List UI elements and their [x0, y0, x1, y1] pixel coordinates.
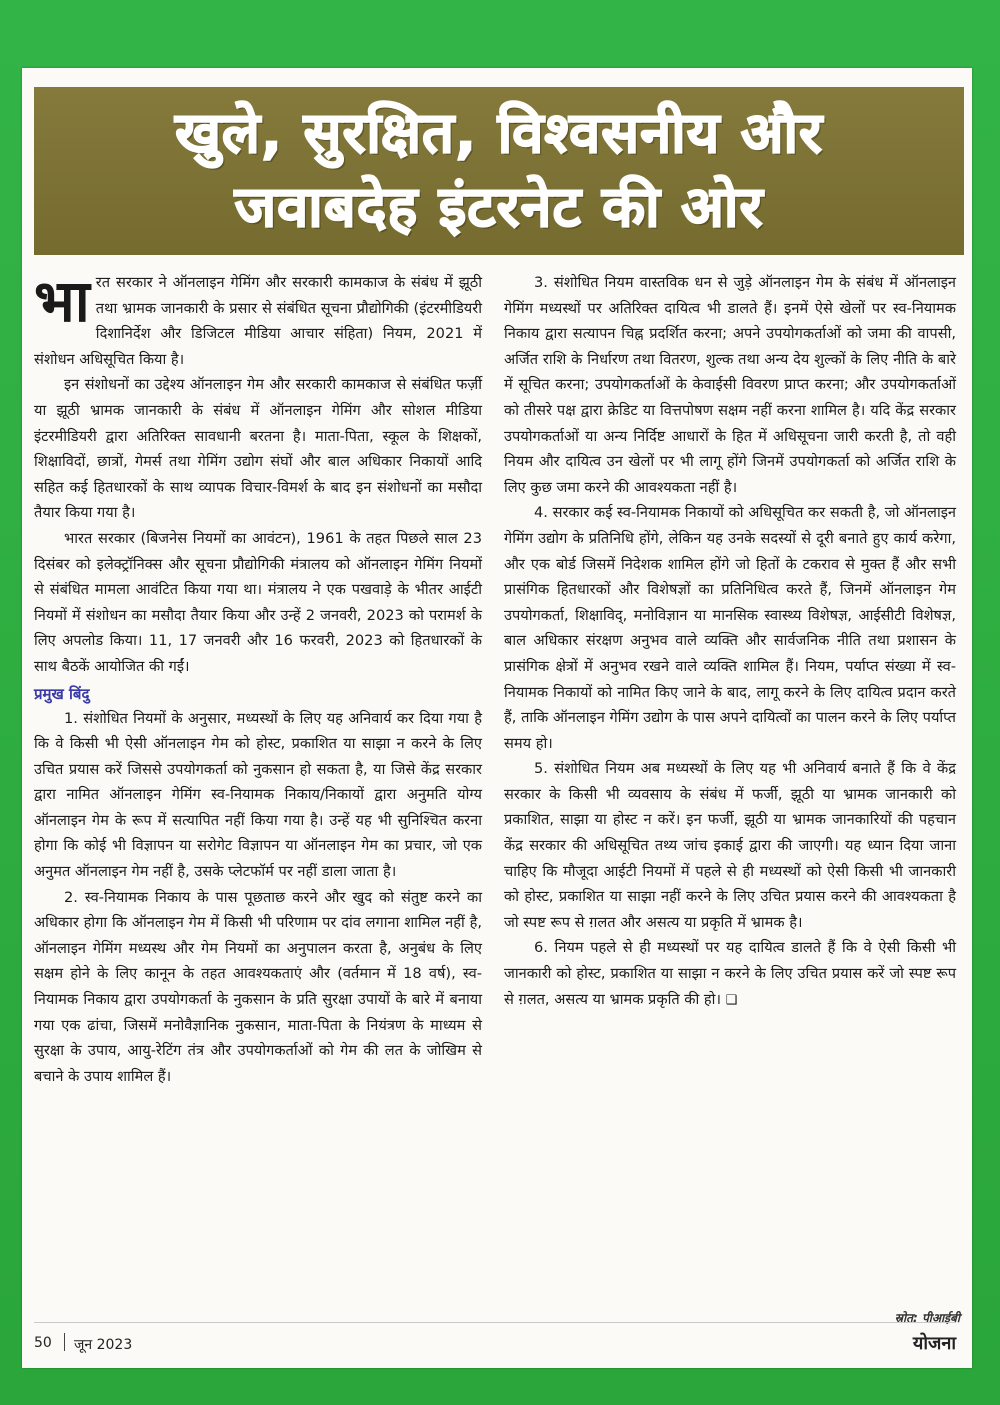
title-banner	[34, 87, 964, 255]
point-2: 2. स्व-नियामक निकाय के पास पूछताछ करने और खुद को संतुष्ट करने का अधिकार होगा कि ऑनलाइन गेम में किसी भी परिणाम पर दांव लगाना शामिल नहीं है, ऑनलाइन गेमिंग मध्यस्थ और गेम नियमों का अनुपालन करता है, अनुबंध के लिए सक्षम होने के लिए कानून के तहत आवश्यकताएं और (वर्तमान में 18 वर्ष), स्व-नियामक निकाय द्वारा उपयोगकर्ता के नुकसान के प्रति सुरक्षा उपायों के बारे में बनाया गया एक ढांचा, जिसमें मनोवैज्ञानिक नुकसान, माता-पिता के नियंत्रण के माध्यम से सुरक्षा के उपाय, आयु-रेटिंग तंत्र और उपयोगकर्ताओं को गेम की लत के जोखिम से बचाने के उपाय शामिल हैं।	[34, 888, 482, 1085]
source-credit: स्रोत: पीआईबी	[894, 1311, 960, 1325]
point-1: 1. संशोधित नियमों के अनुसार, मध्यस्थों के लिए यह अनिवार्य कर दिया गया है कि वे किसी भी ऐसी ऑनलाइन गेम को होस्ट, प्रकाशित या साझा न करने के लिए उचित प्रयास करें जिससे उपयोगकर्ता को नुकसान हो सकता है, या जिसे केंद्र सरकार द्वारा नामित ऑनलाइन गेमिंग स्व-नियामक निकाय/निकायों द्वारा अनुमति योग्य ऑनलाइन गेम के रूप में सत्यापित नहीं किया गया है। उन्हें यह भी सुनिश्चित करना होगा कि कोई भी विज्ञापन या सरोगेट विज्ञापन या ऑनलाइन गेम का प्रचार, जो एक अनुमत ऑनलाइन गेम नहीं है, उसके प्लेटफॉर्म पर नहीं डाला जाता है।	[34, 709, 482, 881]
paragraph: इन संशोधनों का उद्देश्य ऑनलाइन गेम और सरकारी कामकाज से संबंधित फर्ज़ी या झूठी भ्रामक जानकारी के संबंध में ऑनलाइन गेमिंग और सोशल मीडिया इंटरमीडियरी द्वारा अतिरिक्त सावधानी बरतना है। माता-पिता, स्कूल के शिक्षकों, शिक्षाविदों, छात्रों, गेमर्स तथा गेमिंग उद्योग संघों और बाल अधिकार निकायों आदि सहित कई हितधारकों के साथ व्यापक विचार-विमर्श के बाद इन संशोधनों का मसौदा तैयार किया गया है।	[34, 376, 482, 522]
drop-cap: भा	[34, 267, 90, 335]
section-heading: प्रमुख बिंदु	[34, 684, 90, 703]
issue-date: जून 2023	[74, 1337, 133, 1353]
footer-divider	[64, 1333, 65, 1351]
intro-paragraph: भारत सरकार ने ऑनलाइन गेमिंग और सरकारी कामकाज के संबंध में झूठी तथा भ्रामक जानकारी के प्रसार से संबंधित सूचना प्रौद्योगिकी (इंटरमीडियरी दिशानिर्देश और डिजिटल मीडिया आचार संहिता) नियम, 2021 में संशोधन अधिसूचित किया है।	[34, 267, 482, 368]
paragraph: भारत सरकार (बिजनेस नियमों का आवंटन), 1961 के तहत पिछले साल 23 दिसंबर को इलेक्ट्रॉनिक्स और सूचना प्रौद्योगिकी मंत्रालय को ऑनलाइन गेमिंग नियमों से संबंधित मामला आवंटित किया गया था। मंत्रालय ने एक पखवाड़े के भीतर आईटी नियमों में संशोधन का मसौदा तैयार किया और उन्हें 2 जनवरी, 2023 को परामर्श के लिए अपलोड किया। 11, 17 जनवरी और 16 फरवरी, 2023 को हितधारकों के साथ बैठकें आयोजित की गईं।	[34, 529, 482, 675]
headline-line-2: जवाबदेह इंटरनेट की ओर	[234, 175, 764, 240]
point-5: 5. संशोधित नियम अब मध्यस्थों के लिए यह भी अनिवार्य बनाते हैं कि वे केंद्र सरकार के किसी भी व्यवसाय के संबंध में फर्जी, झूठी या भ्रामक जानकारी को प्रकाशित, साझा या होस्ट न करें। इन फर्जी, झूठी या भ्रामक जानकारियों की पहचान केंद्र सरकार की अधिसूचित तथ्य जांच इकाई द्वारा की जाएगी। यह ध्यान दिया जाना चाहिए कि मौजूदा आईटी नियमों में पहले से ही मध्यस्थों को ऐसी किसी भी जानकारी को होस्ट, प्रकाशित या साझा नहीं करने के लिए उचित प्रयास करने की आवश्यकता है जो स्पष्ट रूप से ग़लत और असत्य या प्रकृति में भ्रामक है।	[504, 760, 956, 931]
page-footer	[34, 1331, 956, 1357]
magazine-name: योजना	[912, 1333, 956, 1354]
article-column-right	[504, 270, 956, 1013]
headline-line-1: खुले, सुरक्षित, विश्वसनीय और	[175, 101, 823, 166]
point-3: 3. संशोधित नियम वास्तविक धन से जुड़े ऑनलाइन गेम के संबंध में ऑनलाइन गेमिंग मध्यस्थों पर अतिरिक्त दायित्व भी डालते हैं। इनमें ऐसे खेलों पर स्व-नियामक निकाय द्वारा सत्यापन चिह्न प्रदर्शित करना; अपने उपयोगकर्ताओं को जमा की वापसी, अर्जित राशि के निर्धारण तथा वितरण, शुल्क तथा अन्य देय शुल्कों के लिए नीति के बारे में सूचित करना; उपयोगकर्ताओं के केवाईसी विवरण प्राप्त करना; और उपयोगकर्ताओं को तीसरे पक्ष द्वारा क्रेडिट या वित्तपोषण सक्षम नहीं करना शामिल है। यदि केंद्र सरकार उपयोगकर्ताओं या अन्य निर्दिष्ट आधारों के हित में अधिसूचना जारी करती है, तो वही नियम और दायित्व उन खेलों पर भी लागू होंगे जिनमें उपयोगकर्ता को अर्जित राशि के लिए कुछ जमा करने की आवश्यकता नहीं है।	[504, 274, 956, 496]
point-4: 4. सरकार कई स्व-नियामक निकायों को अधिसूचित कर सकती है, जो ऑनलाइन गेमिंग उद्योग के प्रतिनिधि होंगे, लेकिन यह उनके सदस्यों से दूरी बनाते हुए कार्य करेगा, और एक बोर्ड जिसमें निदेशक शामिल होंगे जो हितों के टकराव से मुक्त हैं और सभी प्रासंगिक हितधारकों और विशेषज्ञों का प्रतिनिधित्व करते हैं, जिनमें ऑनलाइन गेम उपयोगकर्ता, शिक्षाविद्, मनोविज्ञान या मानसिक स्वास्थ्य विशेषज्ञ, आईसीटी विशेषज्ञ, बाल अधिकार संरक्षण अनुभव वाले व्यक्ति और सार्वजनिक नीति तथा प्रशासन के प्रासंगिक क्षेत्रों में अनुभव रखने वाले व्यक्ति शामिल हैं। नियम, पर्याप्त संख्या में स्व-नियामक निकायों को नामित किए जाने के बाद, लागू करने के लिए दायित्व प्रदान करते हैं, ताकि ऑनलाइन गेमिंग उद्योग के पास अपने दायित्वों का पालन करने के लिए पर्याप्त समय हो।	[504, 504, 956, 752]
end-mark-icon: ❑	[725, 992, 738, 1008]
footer-rule	[34, 1322, 956, 1323]
point-6: 6. नियम पहले से ही मध्यस्थों पर यह दायित्व डालते हैं कि वे ऐसी किसी भी जानकारी को होस्ट, प्रकाशित या साझा न करने के लिए उचित प्रयास करें जो स्पष्ट रूप से ग़लत, असत्य या भ्रामक प्रकृति की हो। ❑	[504, 939, 956, 1008]
article-column-left	[34, 267, 482, 1089]
page-number: 50	[34, 1335, 52, 1351]
